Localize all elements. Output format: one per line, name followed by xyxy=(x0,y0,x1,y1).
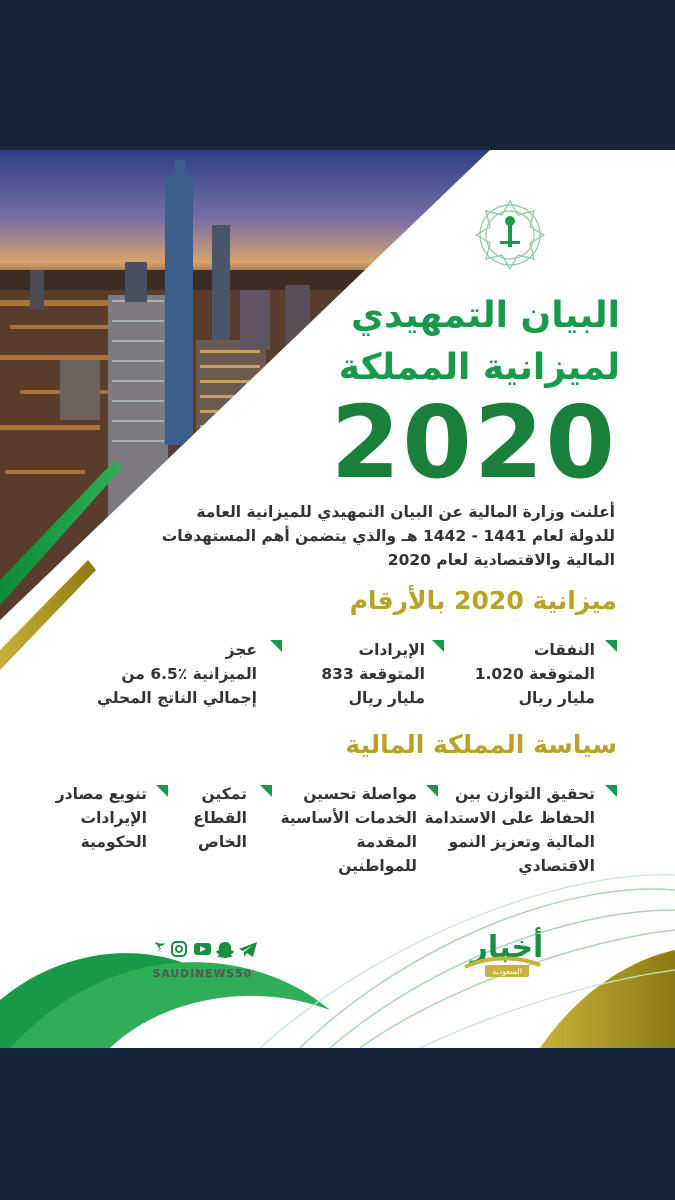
policy-item-private-sector xyxy=(193,782,247,854)
budget-item-line: النفقات xyxy=(533,641,595,659)
policy-item-line: تحقيق التوازن بين xyxy=(455,785,595,803)
policy-item-line: للمواطنين xyxy=(338,857,417,875)
title-line-1: البيان التمهيدي xyxy=(351,295,620,336)
intro-line: للدولة لعام 1441 - 1442 هـ والذي يتضمن أهم المستهدفات xyxy=(161,527,615,545)
intro-paragraph xyxy=(95,500,615,572)
budget-item-revenues xyxy=(321,638,425,710)
budget-item-line: المتوقعة 1.020 xyxy=(474,665,595,683)
policy-item-line: الاقتصادي xyxy=(518,857,595,875)
title-line-2: لميزانية المملكة xyxy=(338,347,620,388)
youtube-icon[interactable] xyxy=(194,943,211,955)
budget-item-line: مليار ريال xyxy=(348,689,425,707)
policy-item-line: تمكين xyxy=(201,785,247,803)
policy-item-line: الإيرادات xyxy=(80,809,147,827)
snapchat-icon[interactable] xyxy=(216,942,234,958)
policy-item-services xyxy=(280,782,417,878)
policy-item-line: الخدمات الأساسية xyxy=(280,809,417,827)
social-icons xyxy=(145,940,260,990)
policy-item-line: مواصلة تحسين xyxy=(303,785,417,803)
budget-item-line: مليار ريال xyxy=(518,689,595,707)
budget-item-line: المتوقعة 833 xyxy=(321,665,425,683)
policy-item-line: الخاص xyxy=(198,833,247,851)
budget-item-deficit xyxy=(97,638,257,710)
bullet-icon xyxy=(270,640,282,652)
bullet-icon xyxy=(260,785,272,797)
policy-section-title: سياسة المملكة المالية xyxy=(345,730,617,759)
page-title xyxy=(220,290,620,394)
intro-line: المالية والاقتصادية لعام 2020 xyxy=(387,551,615,569)
brand-name: أخبار xyxy=(470,930,544,965)
policy-item-line: الحكومية xyxy=(80,833,147,851)
year-heading: 2020 xyxy=(330,384,617,501)
social-handle: SAUDINEWS50 xyxy=(152,968,253,980)
policy-item-line: المقدمة xyxy=(356,833,417,851)
policy-item-line: القطاع xyxy=(193,809,247,827)
telegram-icon[interactable] xyxy=(239,942,257,957)
policy-item-line: تنويع مصادر xyxy=(55,785,147,803)
bullet-icon xyxy=(156,785,168,797)
policy-item-line: المالية وتعزيز النمو xyxy=(448,833,595,851)
brand-sub: السعودية xyxy=(492,967,522,976)
instagram-icon[interactable] xyxy=(172,942,186,956)
policy-item-line: الحفاظ على الاستدامة xyxy=(424,809,595,827)
budget-item-expenses xyxy=(475,638,595,710)
bullet-icon xyxy=(605,640,617,652)
twitter-icon[interactable] xyxy=(149,942,165,953)
budget-item-line: إجمالي الناتج المحلي xyxy=(97,689,257,707)
bullet-icon xyxy=(605,785,617,797)
budget-item-line: الميزانية ٪6.5 من xyxy=(121,665,257,683)
bullet-icon xyxy=(426,785,438,797)
budget-section-title: ميزانية 2020 بالأرقام xyxy=(349,586,617,615)
budget-item-line: الإيرادات xyxy=(358,641,425,659)
infographic-card xyxy=(0,150,675,1048)
akhbar-saudia-logo xyxy=(455,915,550,990)
saudi-emblem-icon xyxy=(470,195,550,275)
policy-item-diversify xyxy=(56,782,147,854)
bullet-icon xyxy=(432,640,444,652)
intro-line: أعلنت وزارة المالية عن البيان التمهيدي للميزانية العامة xyxy=(196,503,615,521)
policy-item-balance xyxy=(425,782,595,878)
budget-item-line: عجز xyxy=(225,641,257,659)
